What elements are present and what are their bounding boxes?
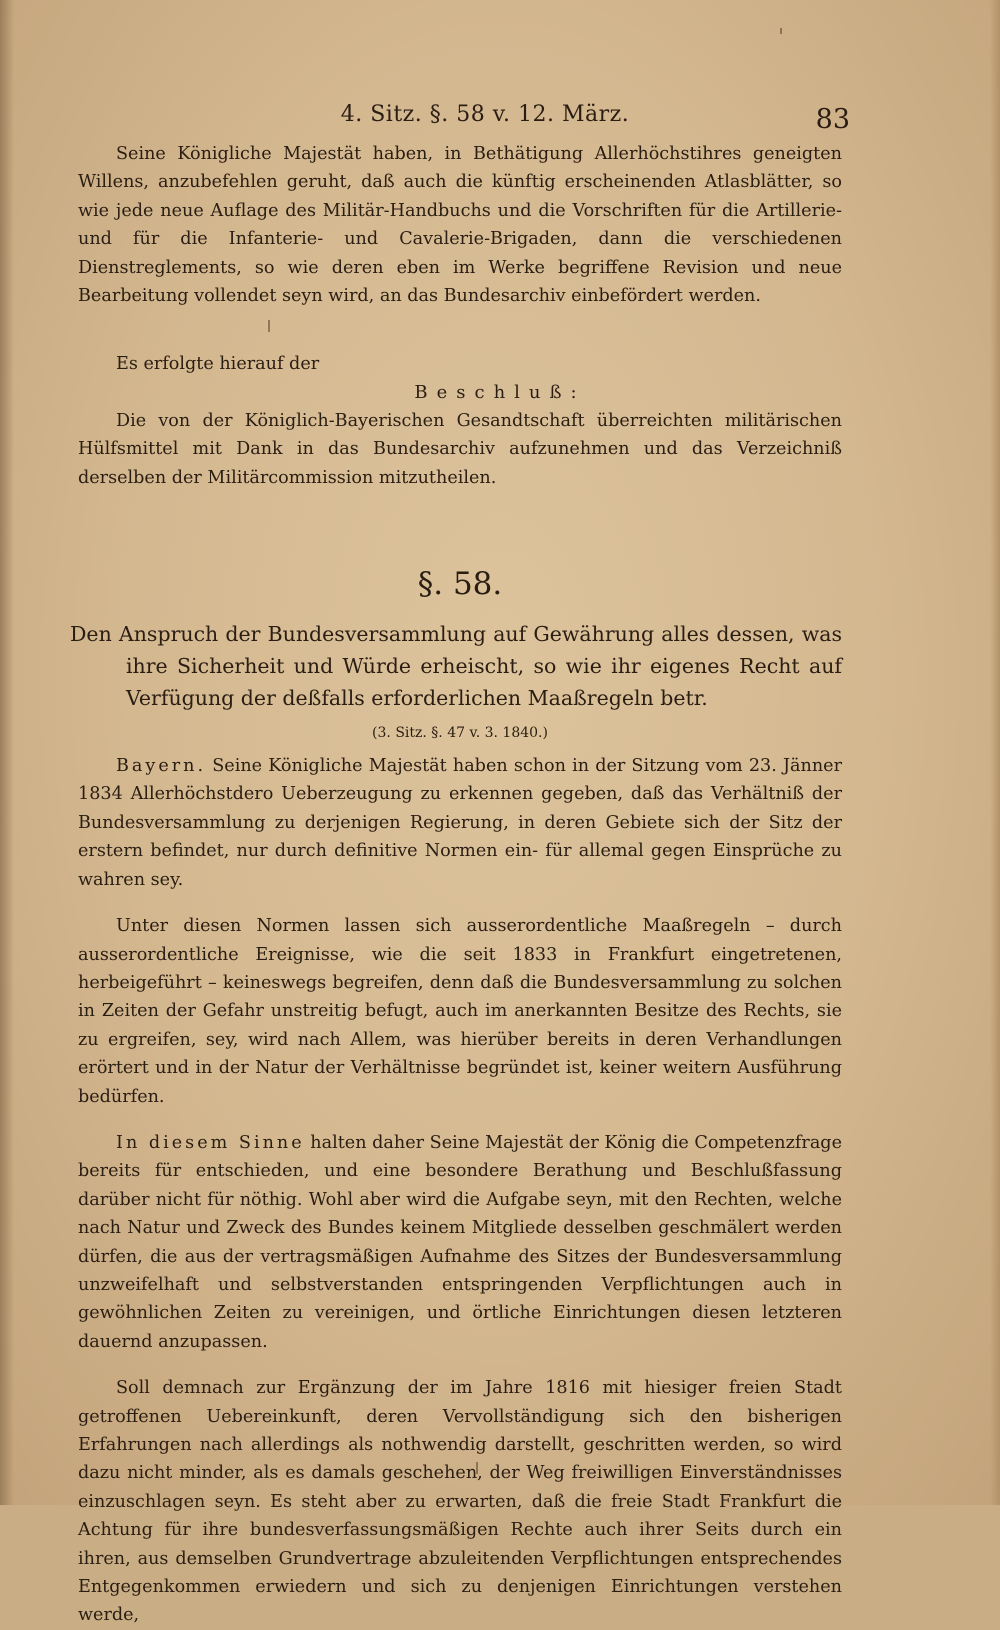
print-speck bbox=[476, 1462, 478, 1474]
paragraph-1: Seine Königliche Majestät haben, in Bethätigung Allerhöchstihres geneigten Willens, anzubefehlen geruht, daß auch die künftig erscheinenden Atlasblätter, so wie jede neue Auflage des Militär-Handbuchs und die Vorschriften für die Artillerie- und für die Infanterie- und Cavalerie-Brigaden, dann die verschiedenen Dienstreglements, so wie deren eben im Werke begriffene Revision und neue Bearbeitung vollendet seyn wird, an das Bundesarchiv einbefördert werden. bbox=[78, 144, 842, 307]
page-number: 83 bbox=[815, 104, 850, 135]
print-speck bbox=[268, 320, 270, 332]
resolution-title: Beschluß: bbox=[414, 381, 586, 403]
paragraph-6 bbox=[78, 1129, 842, 1356]
page-header bbox=[70, 98, 860, 138]
paragraph-6-lead: In diesem Sinne bbox=[116, 1132, 305, 1153]
paragraph-bayern-text: Seine Königliche Majestät haben schon in der Sitzung vom 23. Jänner 1834 Allerhöchstdero Ueberzeugung zu erkennen gegeben, daß das Verhältniß der Bundesversammlung zu derjenigen Regierung, in deren Gebiete sich der Sitz der erstern befindet, nur durch definitive Normen ein- für allemal gegen Einsprüche zu wahren sey. bbox=[78, 756, 842, 890]
paragraph-7: Soll demnach zur Ergänzung der im Jahre 1816 mit hiesiger freien Stadt getroffenen Uebereinkunft, deren Vervollständigung sich den bisherigen Erfahrungen nach allerdings als nothwendig darstellt, geschritten werden, so wird dazu nicht minder, als es damals geschehen, der Weg freiwilligen Einverständnisses einzuschlagen seyn. Es steht aber zu erwarten, daß die freie Stadt Frankfurt die Achtung für ihre bundesverfassungsmäßigen Rechte auch ihrer Seits durch ein ihren, aus demselben Grundvertrage abzuleitenden Verpflichtungen entsprechendes Entgegenkommen erwiedern und sich zu denjenigen Einrichtungen verstehen werde, bbox=[78, 1378, 842, 1626]
paragraph-5: Unter diesen Normen lassen sich ausserordentliche Maaßregeln – durch ausserordentliche Ereignisse, wie die seit 1833 in Frankfurt eingetretenen, herbeigeführt – keineswegs begreifen, denn daß die Bundesversammlung zu solchen in Zeiten der Gefahr unstreitig befugt, auch im anerkannten Besitze des Rechts, sie zu ergreifen, sey, wird nach Allem, was hierüber bereits in deren Verhandlungen erörtert und in der Natur der Verhältnisse begründet ist, keiner weitern Ausführung bedürfen. bbox=[78, 916, 842, 1107]
paragraph-bayern bbox=[78, 752, 842, 894]
section-mark: §. 58. bbox=[417, 566, 503, 603]
paragraph-2: Es erfolgte hierauf der bbox=[116, 354, 320, 375]
section-reference: (3. Sitz. §. 47 v. 3. 1840.) bbox=[372, 725, 548, 742]
paragraph-3: Die von der Königlich-Bayerischen Gesandtschaft überreichten militärischen Hülfsmittel mit Dank in das Bundesarchiv aufzunehmen und das Verzeichniß derselben der Militärcommission mitzutheilen. bbox=[78, 410, 842, 488]
print-speck bbox=[780, 28, 782, 34]
section-title: Den Anspruch der Bundesversammlung auf Gewährung alles dessen, was ihre Sicherheit und Würde erheischt, so wie ihr eigenes Recht auf Verfügung der deßfalls erforderlichen Maaßregeln betr. bbox=[70, 622, 842, 711]
page-body bbox=[70, 140, 842, 1630]
running-head: 4. Sitz. §. 58 v. 12. März. bbox=[340, 102, 630, 127]
bayern-label: Bayern. bbox=[116, 756, 207, 777]
paragraph-6-text: halten daher Seine Majestät der König die Competenzfrage bereits für entschieden, und eine besondere Berathung und Beschlußfassung darüber nicht für nöthig. Wohl aber wird die Aufgabe seyn, mit den Rechten, welche nach Natur und Zweck des Bundes keinem Mitgliede desselben geschmälert werden dürfen, die aus der vertragsmäßigen Aufnahme des Sitzes der Bundesversammlung unzweifelhaft und selbstverstanden entspringenden Verpflichtungen auch in gewöhnlichen Zeiten zu vereinigen, und örtliche Einrichtungen diesen letzteren dauernd anzupassen. bbox=[78, 1132, 842, 1352]
